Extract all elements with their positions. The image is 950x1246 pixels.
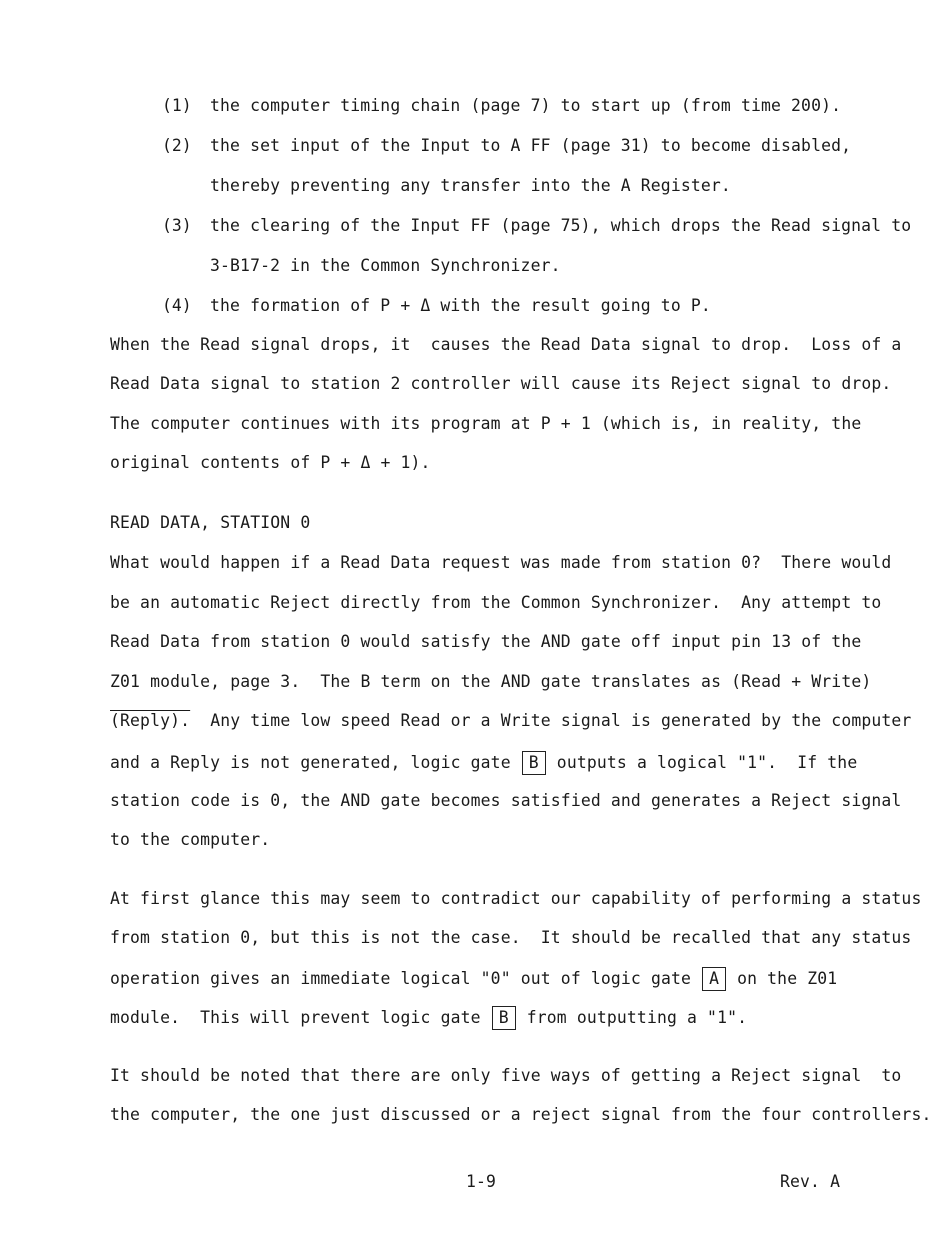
paragraph-2-line-5-rest: Any time low speed Read or a Write signal is generated by the computer — [190, 711, 912, 730]
list-item-2-text: the set input of the Input to A FF (page 31) to become disabled, — [210, 136, 852, 155]
paragraph-3-line-3-end: on the Z01 — [727, 969, 838, 988]
paragraph-2-line-7: station code is 0, the AND gate becomes satisfied and generates a Reject signal — [110, 791, 902, 810]
list-item-1-text: the computer timing chain (page 7) to start up (from time 200). — [210, 96, 842, 115]
paragraph-3-line-4-end: from outputting a "1". — [516, 1008, 748, 1027]
list-item-4-text: the formation of P + Δ with the result going to P. — [210, 296, 711, 315]
paragraph-3-line-4-start: module. This will prevent logic gate — [110, 1008, 491, 1027]
logic-gate-a-box: A — [702, 967, 726, 991]
list-number-2: (2) — [162, 136, 192, 155]
paragraph-2-line-1: What would happen if a Read Data request was made from station 0? There would — [110, 553, 892, 572]
paragraph-2-line-6-start: and a Reply is not generated, logic gate — [110, 753, 521, 772]
list-item-3-text: the clearing of the Input FF (page 75), which drops the Read signal to — [210, 216, 912, 235]
revision-label: Rev. A — [780, 1172, 841, 1191]
paragraph-4-line-1: It should be noted that there are only five ways of getting a Reject signal to — [110, 1066, 902, 1085]
paragraph-3-line-3-start: operation gives an immediate logical "0" out of logic gate — [110, 969, 702, 988]
logic-gate-b-box: B — [522, 751, 546, 775]
paragraph-3-line-4 — [110, 1006, 747, 1030]
logic-gate-b-box-2: B — [492, 1006, 516, 1030]
section-heading: READ DATA, STATION 0 — [110, 513, 311, 532]
paragraph-3-line-3 — [110, 967, 837, 991]
paragraph-2-line-6 — [110, 751, 857, 775]
paragraph-2-line-3: Read Data from station 0 would satisfy the AND gate off input pin 13 of the — [110, 632, 862, 651]
paragraph-3-line-2: from station 0, but this is not the case. It should be recalled that any status — [110, 928, 912, 947]
paragraph-2-line-6-end: outputs a logical "1". If the — [546, 753, 858, 772]
paragraph-3-line-1: At first glance this may seem to contradict our capability of performing a status — [110, 889, 922, 908]
paragraph-4-line-2: the computer, the one just discussed or a reject signal from the four controllers. — [110, 1105, 932, 1124]
paragraph-2-line-2: be an automatic Reject directly from the Common Synchronizer. Any attempt to — [110, 593, 882, 612]
paragraph-1-line-4: original contents of P + Δ + 1). — [110, 453, 431, 472]
paragraph-2-line-8: to the computer. — [110, 830, 271, 849]
paragraph-2-line-5 — [110, 711, 911, 731]
paragraph-1-line-3: The computer continues with its program at P + 1 (which is, in reality, the — [110, 414, 862, 433]
paragraph-1-line-2: Read Data signal to station 2 controller will cause its Reject signal to drop. — [110, 374, 892, 393]
list-number-3: (3) — [162, 216, 192, 235]
list-item-3-continuation: 3-B17-2 in the Common Synchronizer. — [210, 256, 561, 275]
list-item-2-continuation: thereby preventing any transfer into the A Register. — [210, 176, 731, 195]
list-number-4: (4) — [162, 296, 192, 315]
paragraph-1-line-1: When the Read signal drops, it causes the Read Data signal to drop. Loss of a — [110, 335, 902, 354]
page-number: 1-9 — [466, 1172, 497, 1191]
paragraph-2-line-4: Z01 module, page 3. The B term on the AND gate translates as (Read + Write) — [110, 672, 872, 691]
list-number-1: (1) — [162, 96, 192, 115]
reply-overline-term: (Reply). — [110, 711, 191, 730]
